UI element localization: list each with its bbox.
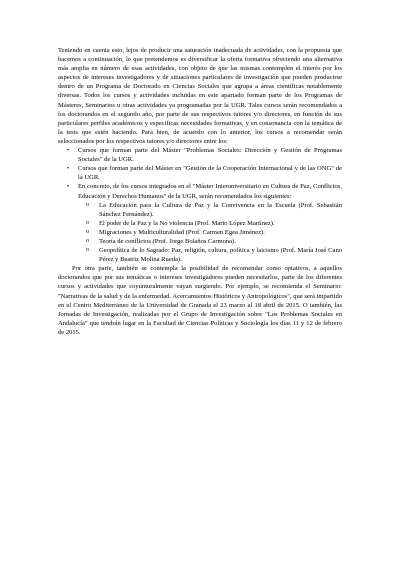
intro-paragraph: Teniendo en cuenta esto, lejos de producir una saturación inadecuada de actividades, con la propuesta que hacemos a continuación, lo que pretendemos es diversificar la oferta formativa ofreciendo una alternativa más amplia en número de esas actividades, con objeto de que las mismas contemplen el interés por los aspectos de intereses investigadores y de situaciones particulares de investigación que pueden producirse dentro de un Programa de Doctorado en Ciencias Sociales que agrupa a áreas científicas notablemente diversas. Todos los cursos y actividades incluidas en este apartado forman parte de los Programas de Másteres, Seminarios u otras actividades ya programadas por la UGR. Tales cursos serán recomendados a los doctorandos en el segundo año, por parte de sus respectivos tutores y/o directores, en función de sus particulares perfiles académicos y especificas necesidades formativas, y en consonancia con la temática de la tesis que estén haciendo. Para bien, de acuerdo con lo anterior, los cursos a recomendar serán seleccionados por los respectivos tutores y/o directores entre los: [58,47,342,145]
sub-list-item: o El poder de la Paz y la No violencia (Prof. Mario López Martínez). [99,219,342,228]
list-item-text: Cursos que forman parte del Máster en "Gestión de la Cooperación Internacional y de las ONG" de la UGR. [78,165,342,182]
sub-list-item: o La Educación para la Cultura de Paz y la Convivencia en la Escuela (Prof. Sebastián Sánchez Fernández). [99,201,342,219]
course-list [58,146,342,264]
list-item-text: En concreto, de los cursos integrados en el "Máster Interuniversitario en Cultura de Paz, Conflictos, Educación y Derechos Humanos" de la UGR, serán recomendados los siguientes: [78,183,342,200]
list-item-text: Cursos que forman parte del Máster "Problemas Sociales: Dirección y Gestión de Programas Sociales" de la UGR. [78,147,342,164]
sub-course-list [78,201,342,265]
sub-list-item: o Geopolítica de lo Sagrado: Paz, religión, cultura, política y laicismo (Prof. María José Cano Pérez y Beatriz Molina Rueda). [99,246,342,264]
sub-list-item: o Teoría de conflictos (Prof. Jorge Bolaños Carmona). [99,237,342,246]
list-item [78,164,342,182]
sub-list-item: o Migraciones y Multiculturalidad (Prof. Carmen Egea Jiménez). [99,228,342,237]
closing-paragraph: Por otra parte, también se contempla la posibilidad de recomendar como optativos, a aquellos doctorandos que por sus temáticas o intereses investigadores pueden necesitarlos, parte de los diferentes cursos y actividades que coyunturalmente vayan surgiendo. Por ejemplo, se recomienda el Seminario: "Narrativas de la salud y de la enfermedad. Acercamientos Históricos y Antropológicos", que será impartido en el Centro Mediterráneo de la Universidad de Granada el 23 marzo al 18 abril de 2015. O también, las Jornadas de Investigación, realizadas por el Grupo de Investigación sobre "Los Problemas Sociales en Andalucía" que tendrán lugar en la Facultad de Ciencias Políticas y Sociología los días 11 y 12 de febrero de 2015. [58,265,342,336]
list-item [78,146,342,164]
list-item [78,182,342,264]
